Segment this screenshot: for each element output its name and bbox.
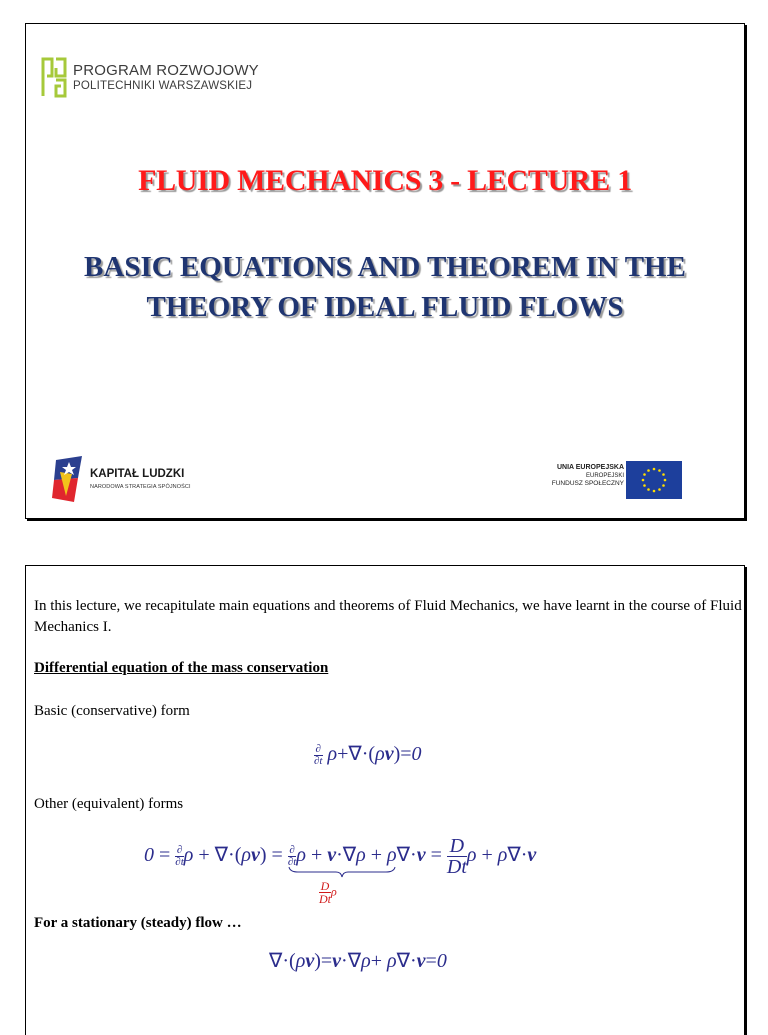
basic-form-label: Basic (conservative) form <box>34 703 190 719</box>
eu-logo-text <box>552 463 624 488</box>
content-slide <box>25 565 745 1035</box>
eu-logo <box>532 459 682 499</box>
kapital-ludzki-subtitle: NARODOWA STRATEGIA SPÓJNOŚCI <box>90 484 191 490</box>
program-rozwojowy-logo <box>40 56 270 98</box>
pr-logo-line1: PROGRAM ROZWOJOWY <box>73 62 259 79</box>
kapital-ludzki-logo <box>52 454 232 504</box>
section-heading: Differential equation of the mass conservation <box>34 660 329 676</box>
main-title: BASIC EQUATIONS AND THEOREM IN THE THEORY OF IDEAL FLUID FLOWS <box>84 251 686 323</box>
eu-logo-line3: FUNDUSZ SPOŁECZNY <box>551 480 624 487</box>
mass-conservation-basic-equation: $\frac{\partial}{\partial t}$ ρ+∇·(ρv)=0 <box>314 742 422 767</box>
brace-label: $\frac{D}{Dt}$ ρ <box>319 879 337 907</box>
pr-logo-line2: POLITECHNIKI WARSZAWSKIEJ <box>73 80 253 92</box>
lecture-title: FLUID MECHANICS 3 - LECTURE 1 <box>138 164 632 197</box>
steady-flow-equation: ∇·(ρv)=v·∇ρ+ ρ∇·v=0 <box>269 950 447 972</box>
title-slide <box>25 23 745 519</box>
material-derivative-group: $\frac{\partial}{\partial t}$ ρ + v·∇ρ $\frac{D}{Dt}$ ρ <box>288 842 366 868</box>
mass-conservation-equivalent-equation: 0 = $\frac{\partial}{\partial t}$ ρ + ∇·(ρv) = $\frac{\partial}{\partial t}$ ρ + v·∇ρ $\frac{D}{Dt}$ ρ + ρ∇·v = $\frac{D}{Dt}$ ρ + ρ∇·v <box>144 835 537 907</box>
kapital-ludzki-title: KAPITAŁ LUDZKI <box>90 468 185 480</box>
pr-logo-icon <box>40 56 68 98</box>
steady-flow-label: For a stationary (steady) flow … <box>34 915 242 931</box>
other-forms-label: Other (equivalent) forms <box>34 796 184 812</box>
kapital-ludzki-icon <box>52 454 86 504</box>
eu-logo-line1: UNIA EUROPEJSKA <box>556 464 624 471</box>
eu-flag-icon <box>626 461 682 499</box>
underbrace <box>288 866 396 878</box>
intro-paragraph: In this lecture, we recapitulate main equations and theorems of Fluid Mechanics, we have learnt in the course of Fluid Mechanics I. <box>34 598 742 635</box>
eu-logo-line2: EUROPEJSKI <box>585 473 624 479</box>
